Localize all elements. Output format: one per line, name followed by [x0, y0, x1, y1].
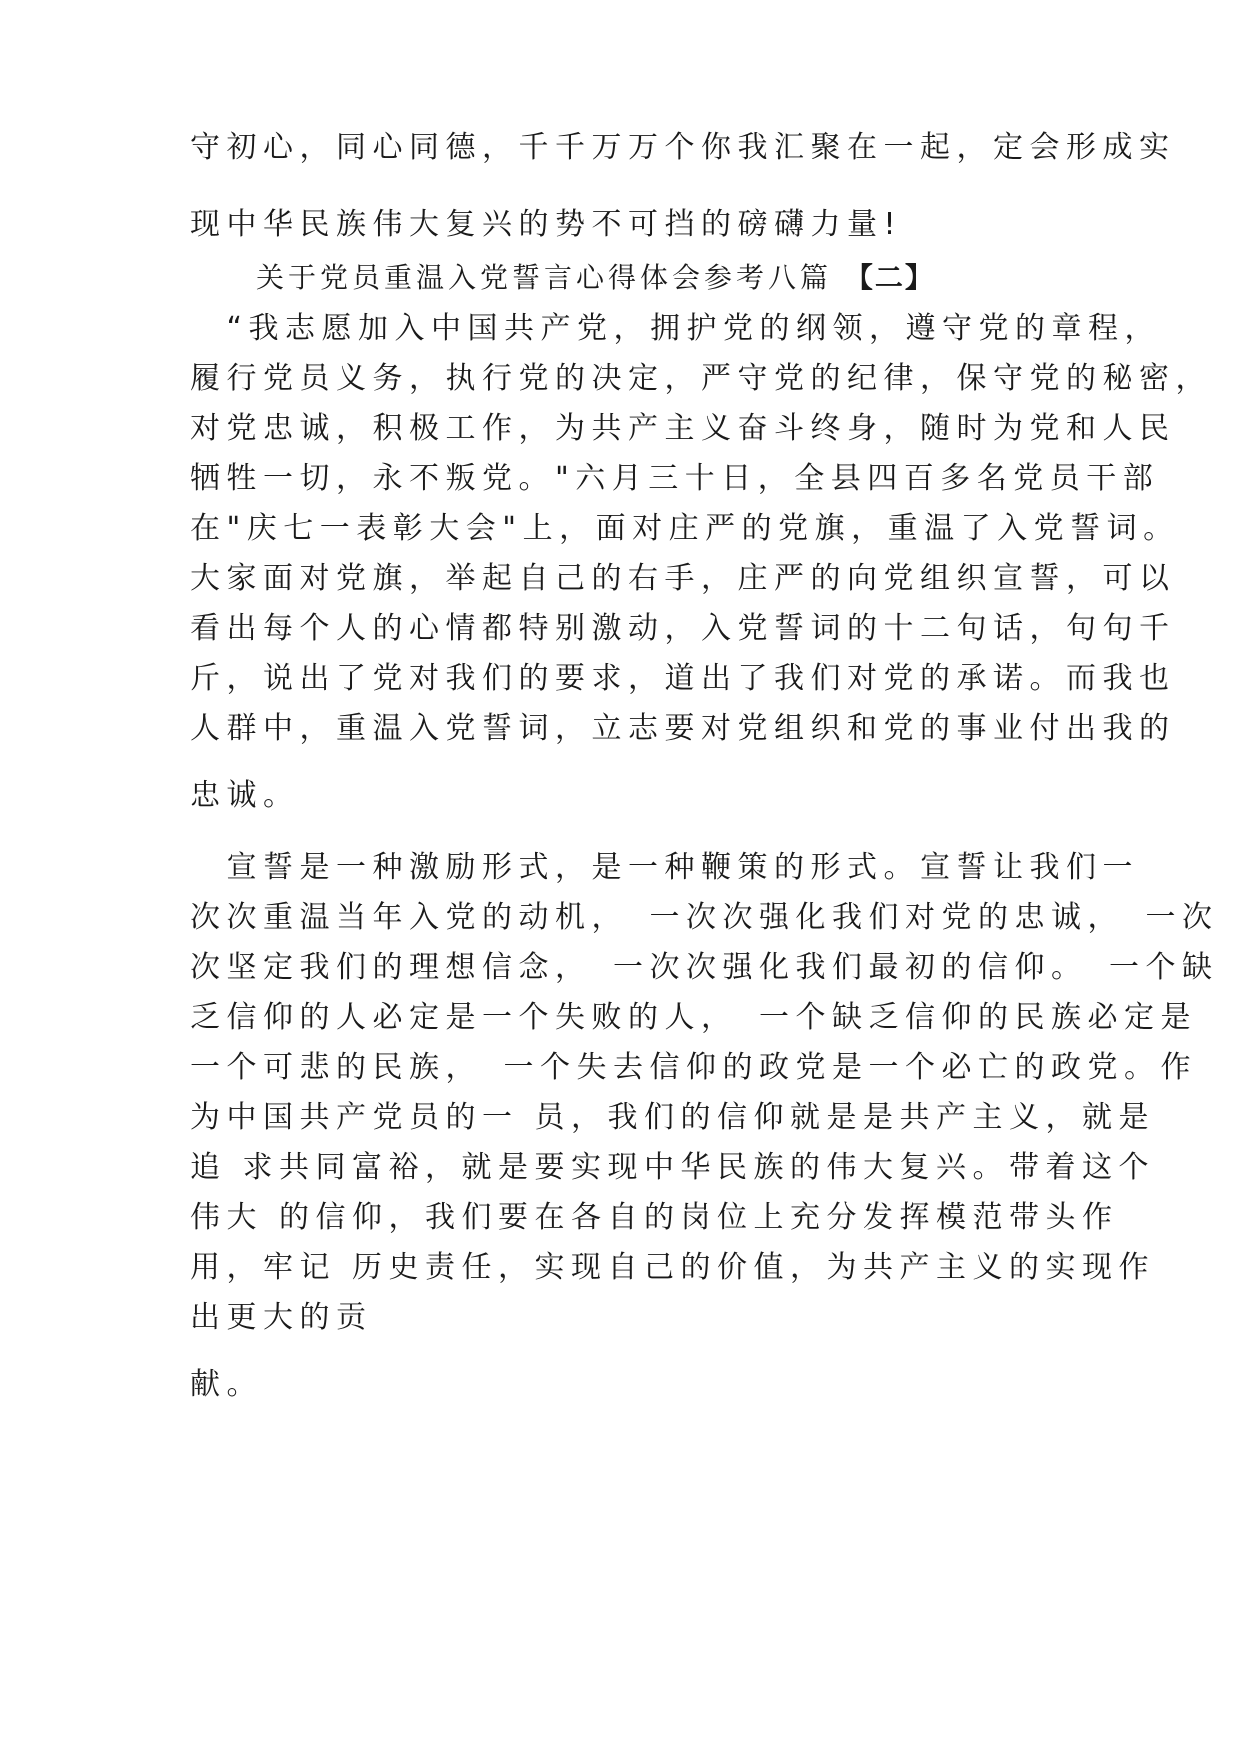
paragraph-line: 为中国共产党员的一 员，我们的信仰就是是共产主义，就是: [190, 1100, 1156, 1135]
paragraph-line: 在"庆七一表彰大会"上，面对庄严的党旗，重温了入党誓词。: [190, 511, 1180, 546]
paragraph-line: 斤，说出了党对我们的要求，道出了我们对党的承诺。而我也: [190, 661, 1176, 696]
paragraph-line: 履行党员义务，执行党的决定，严守党的纪律，保守党的秘密，: [190, 361, 1212, 396]
paragraph-line: 对党忠诚，积极工作，为共产主义奋斗终身，随时为党和人民: [190, 411, 1176, 446]
paragraph-line: 出更大的贡: [190, 1300, 373, 1335]
paragraph-line: 伟大 的信仰，我们要在各自的岗位上充分发挥模范带头作: [190, 1200, 1119, 1235]
paragraph-line: 宣誓是一种激励形式，是一种鞭策的形式。宣誓让我们一: [190, 850, 1139, 885]
paragraph-line: “我志愿加入中国共产党，拥护党的纲领，遵守党的章程，: [190, 311, 1162, 346]
paragraph-line: 一个可悲的民族， 一个失去信仰的政党是一个必亡的政党。作: [190, 1050, 1197, 1085]
intro-line: 守初心，同心同德，千千万万个你我汇聚在一起，定会形成实: [190, 130, 1176, 165]
paragraph-line: 献。: [190, 1367, 263, 1402]
paragraph-line: 次次重温当年入党的动机， 一次次强化我们对党的忠诚， 一次: [190, 900, 1219, 935]
paragraph-line: 看出每个人的心情都特别激动，入党誓词的十二句话，句句千: [190, 611, 1176, 646]
paragraph-line: 牺牲一切，永不叛党。"六月三十日，全县四百多名党员干部: [190, 461, 1160, 496]
paragraph-line: 忠诚。: [190, 778, 300, 813]
intro-line: 现中华民族伟大复兴的势不可挡的磅礴力量!: [190, 207, 903, 242]
section-mark: 【二】: [844, 261, 935, 294]
paragraph-line: 次坚定我们的理想信念， 一次次强化我们最初的信仰。 一个缺: [190, 950, 1219, 985]
paragraph-line: 用，牢记 历史责任，实现自己的价值，为共产主义的实现作: [190, 1250, 1156, 1285]
paragraph-line: 追 求共同富裕，就是要实现中华民族的伟大复兴。带着这个: [190, 1150, 1156, 1185]
paragraph-line: 乏信仰的人必定是一个失败的人， 一个缺乏信仰的民族必定是: [190, 1000, 1197, 1035]
section-title: 关于党员重温入党誓言心得体会参考八篇: [256, 261, 833, 294]
paragraph-line: 大家面对党旗，举起自己的右手，庄严的向党组织宣誓，可以: [190, 561, 1176, 596]
section-heading: [256, 261, 935, 294]
paragraph-line: 人群中，重温入党誓词，立志要对党组织和党的事业付出我的: [190, 711, 1176, 746]
